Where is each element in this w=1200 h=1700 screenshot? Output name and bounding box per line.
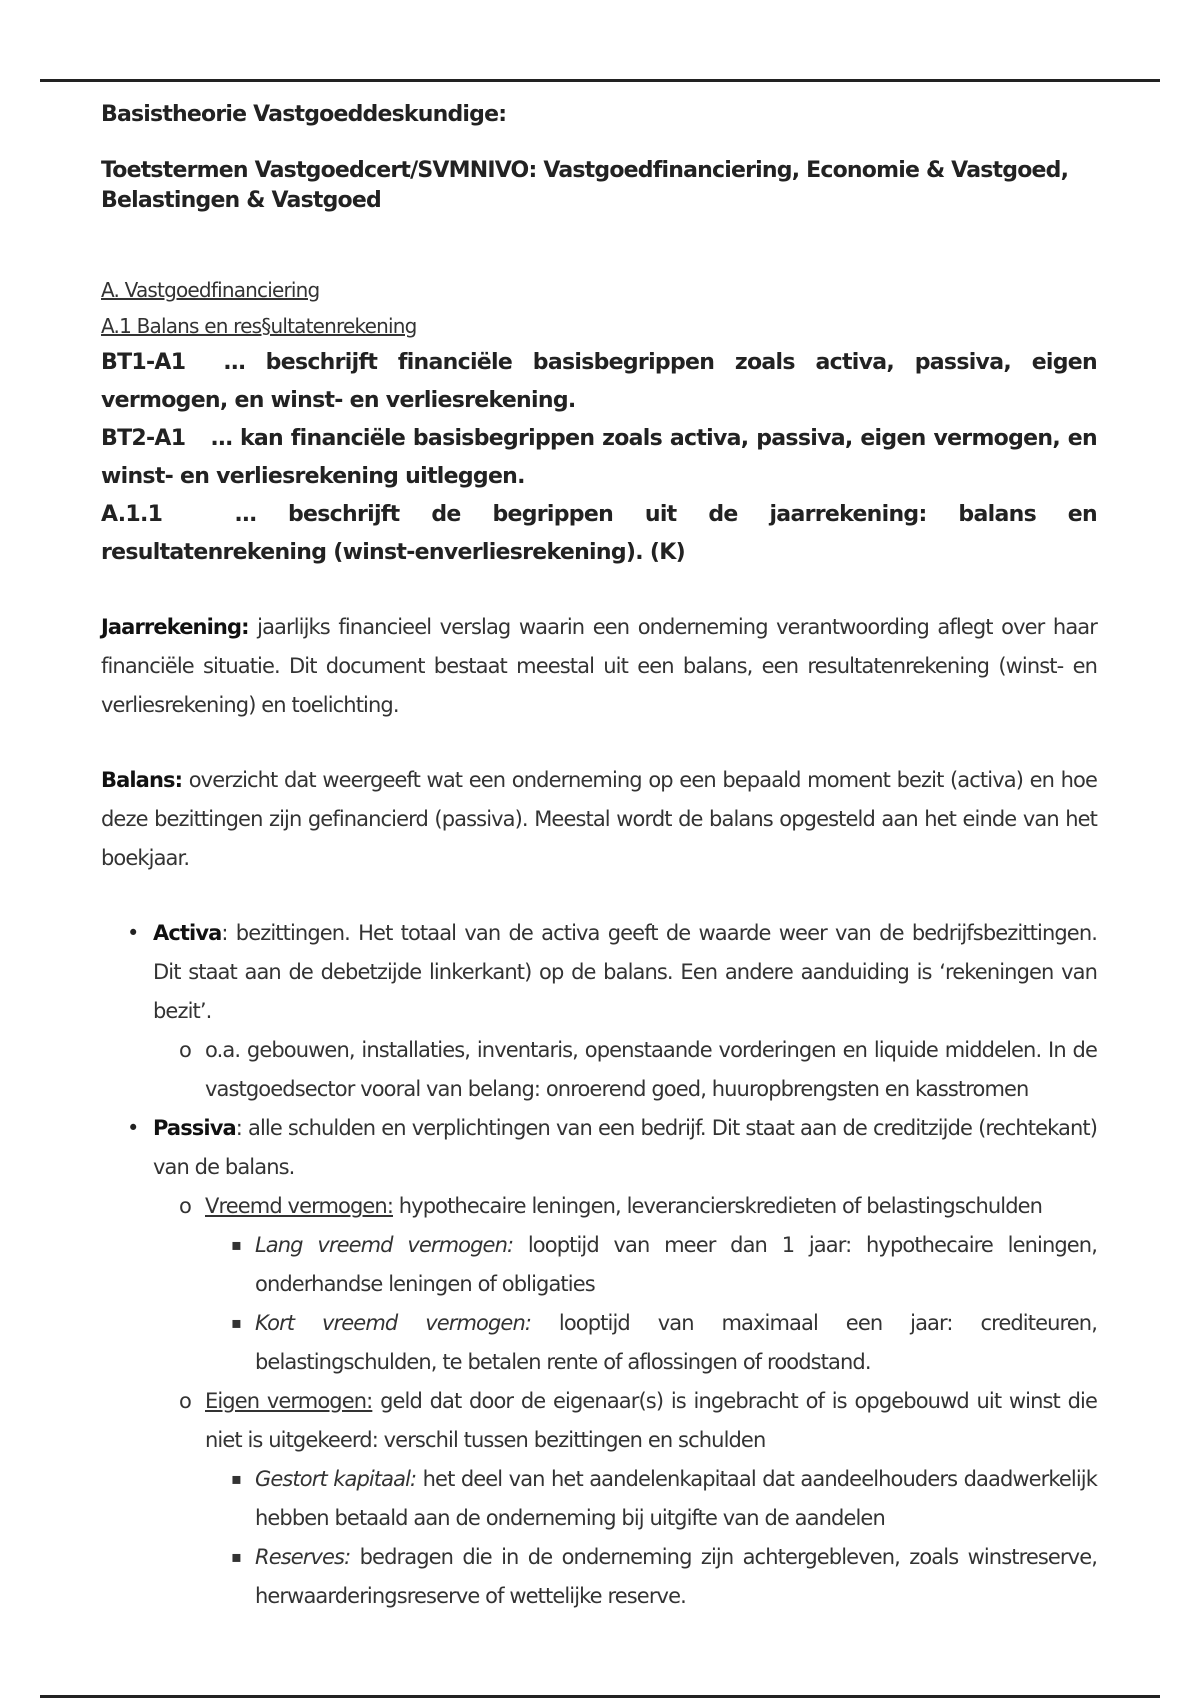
objective-text: … beschrijft financiële basisbegrippen zoals activa, passiva, eigen vermogen, en winst- en verliesrekening. [101,350,1097,413]
bullet-icon: • [127,921,139,945]
passiva-text: : alle schulden en verplichtingen van een bedrijf. Dit staat aan de creditzijde (rechtekant) van de balans. [153,1116,1097,1179]
term-reserves: Reserves: [255,1545,351,1569]
definition-text: overzicht dat weergeeft wat een onderneming op een bepaald moment bezit (activa) en hoe deze bezittingen zijn gefinancierd (passiva). Meestal wordt de balans opgesteld aan het einde van het boekjaar. [101,768,1097,870]
square-bullet-icon: ▪ [231,1235,241,1254]
bullet-icon: • [127,1116,139,1140]
objective-code: A.1.1 [101,502,163,527]
top-rule [40,79,1160,82]
objective-text: … beschrijft de begrippen uit de jaarrekening: balans en resultatenrekening (winst-enverliesrekening). (K) [101,502,1097,565]
list-item-reserves [205,1538,1097,1616]
term-gestort-kapitaal: Gestort kapitaal: [255,1467,417,1491]
circle-bullet-icon: o [179,1038,191,1062]
term-kort-vreemd: Kort vreemd vermogen: [255,1311,532,1335]
objective-text: … kan financiële basisbegrippen zoals activa, passiva, eigen vermogen, en winst- en verliesrekening uitleggen. [101,426,1097,489]
list-item-activa-examples [153,1031,1097,1109]
objective-code: BT1-A1 [101,350,186,375]
eigen-text: geld dat door de eigenaar(s) is ingebracht of is opgebouwd uit winst die niet is uitgekeerd: verschil tussen bezittingen en schulden [205,1389,1097,1452]
document-title: Basistheorie Vastgoeddeskundige: [101,102,507,127]
definition-jaarrekening [101,608,1097,725]
balance-list [101,914,1097,1616]
definition-term: Jaarrekening: [101,615,249,639]
activa-text: : bezittingen. Het totaal van de activa geeft de waarde weer van de bedrijfsbezittingen. Dit staat aan de debetzijde linkerkant) op de balans. Een andere aanduiding is ‘rekeningen van bezit’. [153,921,1097,1023]
reserves-text: bedragen die in de onderneming zijn achtergebleven, zoals winstreserve, herwaarderingsreserve of wettelijke reserve. [255,1545,1097,1608]
definition-balans [101,761,1097,878]
bottom-rule [40,1695,1160,1698]
objective-code: BT2-A1 [101,426,186,451]
term-vreemd-vermogen: Vreemd vermogen: [205,1194,393,1218]
list-item-gestort-kapitaal [205,1460,1097,1538]
circle-bullet-icon: o [179,1389,191,1413]
document-subtitle: Toetstermen Vastgoedcert/SVMNIVO: Vastgoedfinanciering, Economie & Vastgoed, Belastingen & Vastgoed [101,158,1069,213]
term-passiva: Passiva [153,1116,236,1140]
vreemd-text: hypothecaire leningen, leverancierskredieten of belastingschulden [393,1194,1043,1218]
definition-term: Balans: [101,768,183,792]
section-heading-a1[interactable]: A.1 Balans en res§ultatenrekening [101,314,417,338]
term-eigen-vermogen: Eigen vermogen: [205,1389,373,1413]
document-page [101,100,1097,1616]
objective-bt1 [101,344,1097,420]
kort-text: looptijd van maximaal een jaar: crediteuren, belastingschulden, te betalen rente of aflossingen of roodstand. [255,1311,1097,1374]
section-heading-a[interactable]: A. Vastgoedfinanciering [101,278,320,302]
activa-examples-text: o.a. gebouwen, installaties, inventaris, openstaande vorderingen en liquide middelen. In de vastgoedsector vooral van belang: onroerend goed, huuropbrengsten en kasstromen [205,1038,1097,1101]
list-item-eigen-vermogen [153,1382,1097,1616]
square-bullet-icon: ▪ [231,1547,241,1566]
definition-text: jaarlijks financieel verslag waarin een onderneming verantwoording aflegt over haar financiële situatie. Dit document bestaat meestal uit een balans, een resultatenrekening (winst- en verliesrekening) en toelichting. [101,615,1097,717]
list-item-passiva [101,1109,1097,1616]
square-bullet-icon: ▪ [231,1313,241,1332]
gestort-text: het deel van het aandelenkapitaal dat aandeelhouders daadwerkelijk hebben betaald aan de onderneming bij uitgifte van de aandelen [255,1467,1097,1530]
list-item-kort-vreemd [205,1304,1097,1382]
objective-a11 [101,496,1097,572]
list-item-activa [101,914,1097,1109]
lang-text: looptijd van meer dan 1 jaar: hypothecaire leningen, onderhandse leningen of obligaties [255,1233,1097,1296]
list-item-lang-vreemd [205,1226,1097,1304]
list-item-vreemd-vermogen [153,1187,1097,1382]
circle-bullet-icon: o [179,1194,191,1218]
square-bullet-icon: ▪ [231,1469,241,1488]
objective-bt2 [101,420,1097,496]
term-activa: Activa [153,921,222,945]
term-lang-vreemd: Lang vreemd vermogen: [255,1233,514,1257]
